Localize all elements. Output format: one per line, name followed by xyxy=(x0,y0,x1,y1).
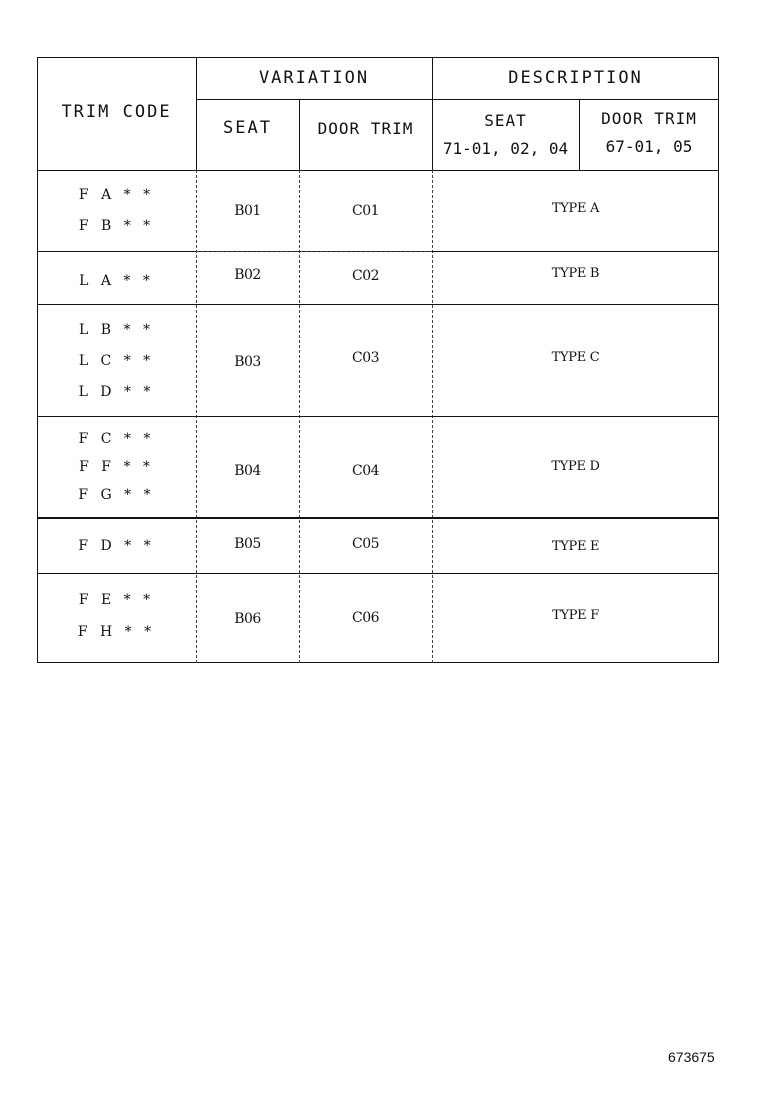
header-desc-seat-ref: 71-01, 02, 04 xyxy=(442,139,569,158)
header-subline xyxy=(196,99,719,100)
row-6-seat: B06 xyxy=(234,610,261,627)
header-desc-door-trim xyxy=(579,103,719,163)
trim-code: L C * * xyxy=(78,352,155,369)
trim-code: F C * * xyxy=(78,431,155,447)
trim-code: F B * * xyxy=(78,218,155,234)
row-4-trim-codes xyxy=(37,425,196,509)
row-5-door-trim: C05 xyxy=(351,536,380,552)
header-desc-seat xyxy=(432,105,579,165)
row-5-trim-codes xyxy=(37,519,196,573)
row-1-trim-codes xyxy=(37,185,196,237)
header-description: DESCRIPTION xyxy=(508,68,643,88)
row-4-door-trim: C04 xyxy=(351,462,380,479)
row-1-seat: B01 xyxy=(234,202,261,219)
row-4-seat: B04 xyxy=(234,462,261,479)
row-6-trim-codes xyxy=(37,585,196,647)
row-6-description: TYPE F xyxy=(552,608,599,623)
trim-code: F D * * xyxy=(78,538,155,554)
row-3-description: TYPE C xyxy=(551,349,600,365)
row-1-description: TYPE A xyxy=(551,201,600,216)
header-desc-door-trim-ref: 67-01, 05 xyxy=(605,137,693,156)
row-2-seat: B02 xyxy=(234,266,261,283)
figure-id: 673675 xyxy=(668,1049,715,1065)
row-2-description: TYPE B xyxy=(551,266,600,281)
row-3-door-trim: C03 xyxy=(351,350,380,366)
header-door-trim: DOOR TRIM xyxy=(317,118,414,138)
header-trim-code: TRIM CODE xyxy=(61,102,172,122)
header-desc-seat-label: SEAT xyxy=(484,111,527,130)
row-6-door-trim: C06 xyxy=(351,609,380,626)
row-4-description: TYPE D xyxy=(551,459,600,474)
row-5-description: TYPE E xyxy=(551,538,600,554)
header-variation: VARIATION xyxy=(258,68,370,88)
trim-code: F G * * xyxy=(78,487,155,503)
row-3-seat: B03 xyxy=(234,354,261,370)
header-desc-door-trim-label: DOOR TRIM xyxy=(601,109,697,128)
row-2-door-trim: C02 xyxy=(351,267,380,284)
header-seat: SEAT xyxy=(223,118,272,138)
trim-code: L B * * xyxy=(79,321,154,338)
row-3-trim-codes xyxy=(37,319,196,403)
trim-code: L D * * xyxy=(78,383,155,400)
row-1-door-trim: C01 xyxy=(351,202,380,219)
trim-code: F E * * xyxy=(78,592,155,608)
trim-code-table xyxy=(37,57,719,663)
row-5-seat: B05 xyxy=(234,536,261,552)
trim-code: F A * * xyxy=(78,187,155,203)
trim-code: L A * * xyxy=(79,272,154,289)
trim-code: F H * * xyxy=(77,624,156,640)
table-border-bottom xyxy=(37,662,719,663)
row-2-trim-codes xyxy=(37,251,196,304)
trim-code: F F * * xyxy=(79,459,154,475)
